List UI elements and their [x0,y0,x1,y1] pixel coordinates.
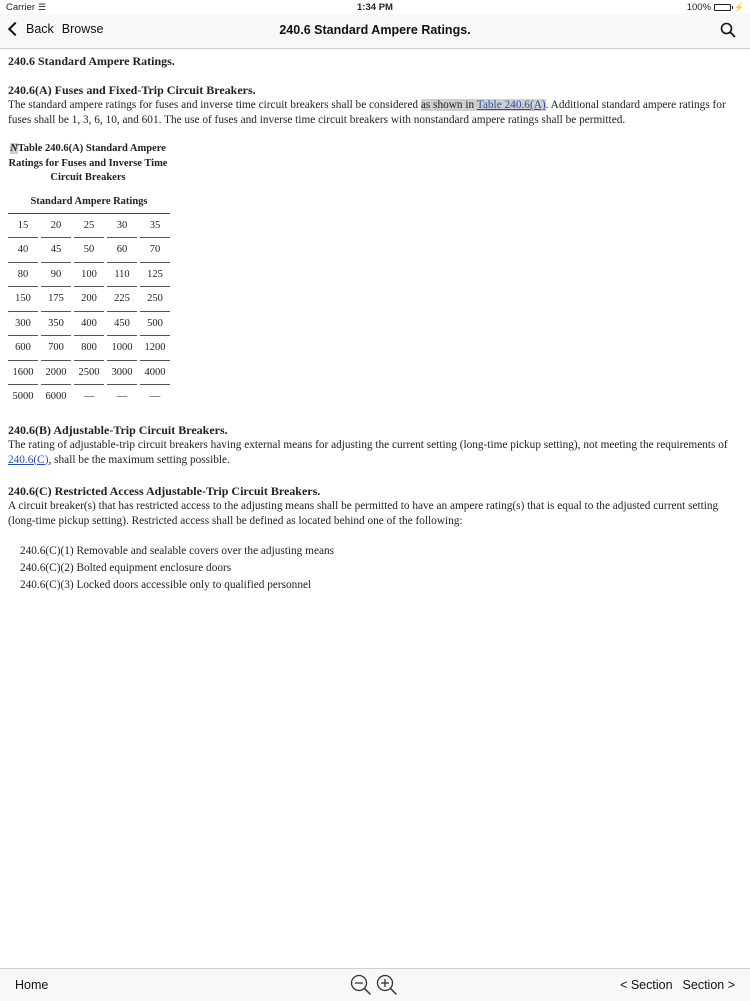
subsection-a-text [8,98,742,128]
table-cell: 40 [8,238,38,263]
table-cell: — [149,391,161,403]
table-cell: 5000 [12,391,34,403]
section-heading: 240.6 Standard Ampere Ratings. [8,54,175,68]
browse-button[interactable]: Browse [61,22,104,36]
240-6c-link[interactable]: 240.6(C) [8,453,49,466]
table-cell: 3000 [107,361,137,386]
table-cell: 110 [107,263,137,288]
table-cell: 4000 [140,361,170,386]
table-cell: 60 [107,238,137,263]
table-cell: 450 [107,312,137,337]
table-title-text: Table 240.6(A) Standard Ampere Ratings for Fuses and Inverse Time Circuit Breakers [8,143,168,183]
subsection-c-heading: 240.6(C) Restricted Access Adjustable-Trip Circuit Breakers. [8,483,321,498]
table-cell: 150 [8,287,38,312]
table-cell: 300 [8,312,38,337]
subsection-b-text [8,438,742,468]
next-section-button[interactable]: Section > [682,978,735,992]
table-cell: 800 [74,336,104,361]
ratings-table [5,190,173,409]
table-cell: 15 [8,214,38,239]
table-cell: 6000 [45,391,67,403]
table-cell: 2000 [41,361,71,386]
table-cell: 20 [41,214,71,239]
battery-icon [714,4,731,11]
table-cell: 80 [8,263,38,288]
table-cell: 600 [8,336,38,361]
zoom-in-icon[interactable] [376,974,398,996]
zoom-out-icon[interactable] [350,974,372,996]
subsection-c-text: A circuit breaker(s) that has restricted access to the adjusting means shall be permitted to have an ampere rating(s) that is equal to the adjusted current setting (long-time pickup setting). Restricted access shall be defined as located behind one of the following: [8,499,719,527]
table-row [8,238,170,263]
highlighted-text[interactable]: as shown in [420,99,477,111]
table-cell: 1200 [140,336,170,361]
wifi-icon: ☰ [38,2,47,12]
table-cell: 50 [74,238,104,263]
table-cell: — [83,391,95,403]
table-row [8,214,170,239]
table-cell: 30 [107,214,137,239]
table-cell: 90 [41,263,71,288]
new-marker: N [10,143,18,154]
subsection-a-heading: 240.6(A) Fuses and Fixed-Trip Circuit Breakers. [8,83,256,97]
previous-section-button[interactable]: < Section [620,978,673,992]
table-cell: 250 [140,287,170,312]
page-title: 240.6 Standard Ampere Ratings. [279,23,471,37]
document-content [8,54,742,594]
table-cell: 25 [74,214,104,239]
table-cell: 700 [41,336,71,361]
restricted-access-list [20,543,742,594]
status-bar [0,0,750,14]
table-cell: 1000 [107,336,137,361]
table-row [8,287,170,312]
table-cell: 2500 [74,361,104,386]
b-text-1: The rating of adjustable-trip circuit breakers having external means for adjusting the current setting (long-time pickup setting), not meeting the requirements of [8,438,728,451]
table-240-6a-link[interactable]: Table 240.6(A) [476,99,546,111]
table-cell: 400 [74,312,104,337]
table-cell: 175 [41,287,71,312]
table-header: Standard Ampere Ratings [8,190,170,214]
bottom-toolbar [0,968,750,1001]
clock: 1:34 PM [357,2,393,13]
a-text-1: The standard ampere ratings for fuses and inverse time circuit breakers shall be considered [8,99,421,111]
table-row [8,312,170,337]
table-cell: — [116,391,128,403]
table-cell: 70 [140,238,170,263]
navigation-bar [0,14,750,49]
b-text-2: , shall be the maximum setting possible. [48,453,230,466]
table-cell: 125 [140,263,170,288]
table-row [8,385,170,409]
table-cell: 45 [41,238,71,263]
table-row [8,336,170,361]
table-cell: 225 [107,287,137,312]
search-icon[interactable] [720,22,736,38]
battery-status [687,2,744,13]
battery-percent: 100% [686,2,712,13]
back-label: Back [26,22,54,36]
subsection-b-heading: 240.6(B) Adjustable-Trip Circuit Breakers. [8,422,228,437]
table-row [8,263,170,288]
zoom-controls [350,974,398,996]
table-title [8,142,168,186]
table-cell: 350 [41,312,71,337]
section-nav [620,978,735,992]
home-button[interactable]: Home [15,978,49,992]
charging-icon: ⚡ [734,3,744,12]
table-cell: 200 [74,287,104,312]
list-item: 240.6(C)(1) Removable and sealable covers over the adjusting means [20,544,335,557]
table-cell: 35 [140,214,170,239]
carrier-text: Carrier [6,2,36,13]
list-item: 240.6(C)(3) Locked doors accessible only to qualified personnel [20,578,312,591]
table-cell: 500 [140,312,170,337]
table-cell: 100 [74,263,104,288]
list-item: 240.6(C)(2) Bolted equipment enclosure doors [20,561,232,574]
table-cell: 1600 [8,361,38,386]
a-text-2: . Additional standard ampere ratings for fuses shall be 1, 3, 6, 10, and 601. The use of fuses and inverse time circuit breakers with nonstandard ampere ratings shall be permitted. [8,99,726,126]
table-row [8,361,170,386]
